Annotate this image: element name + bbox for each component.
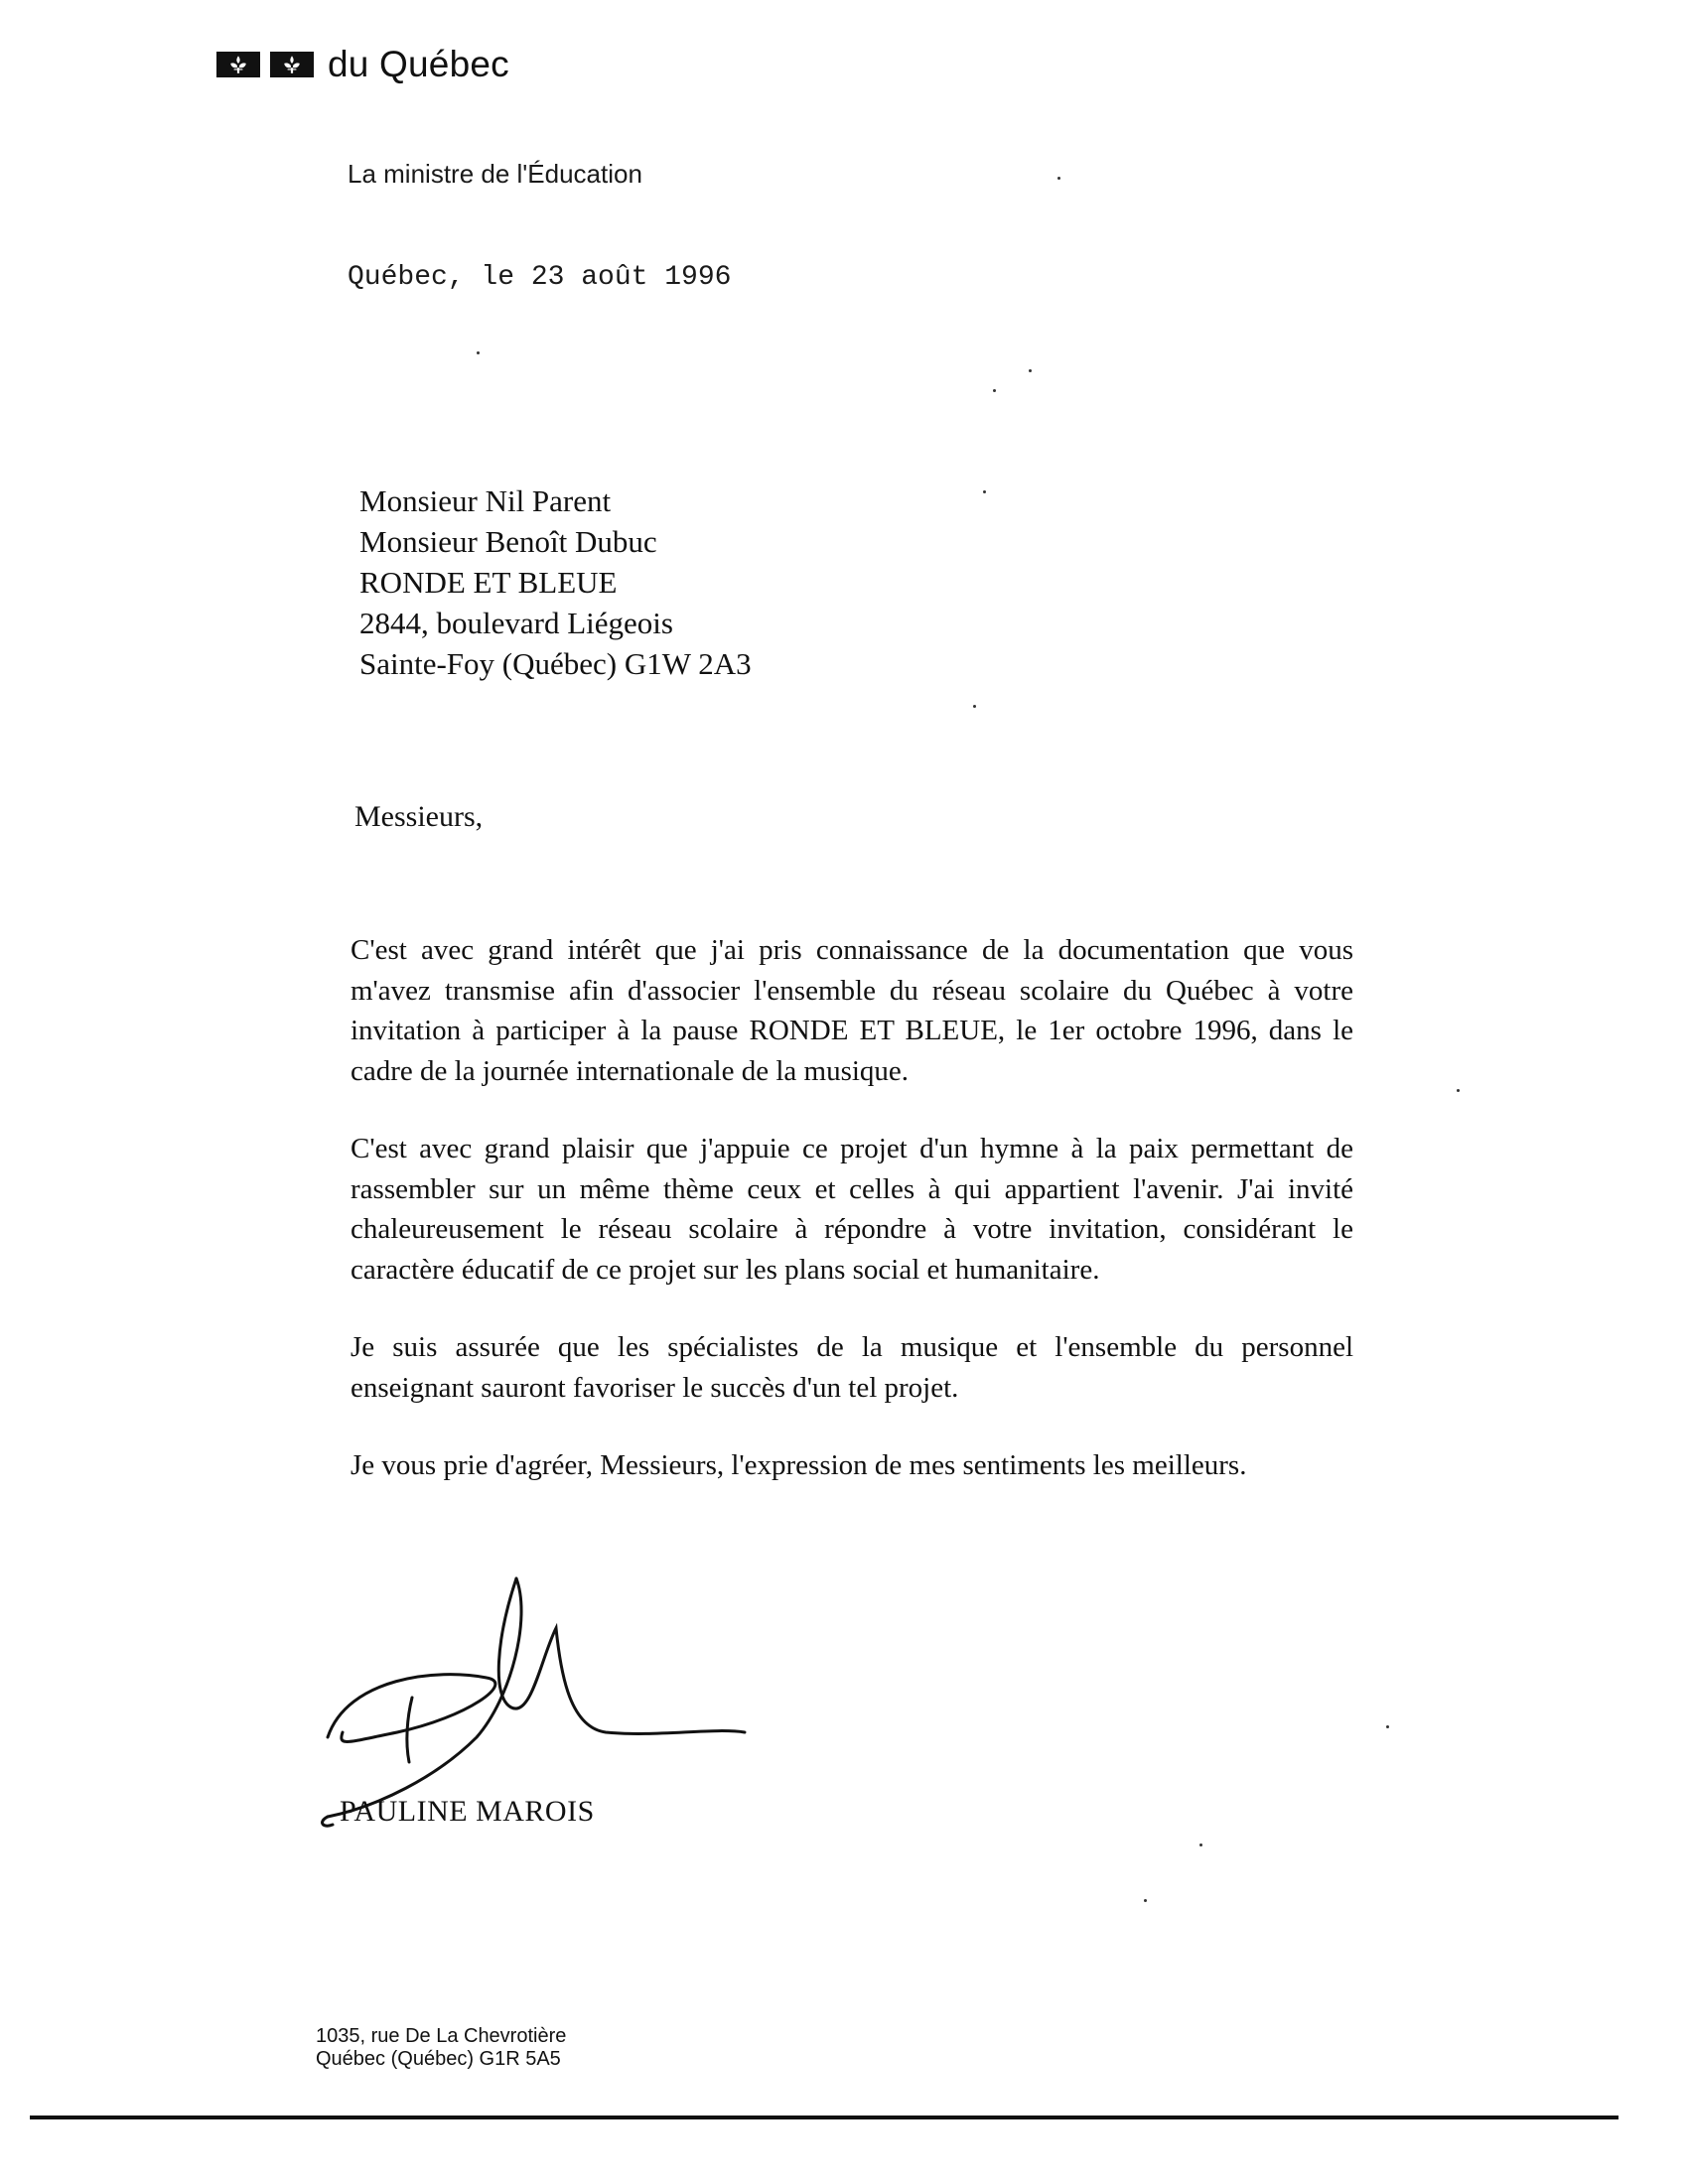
recipient-line: Sainte-Foy (Québec) G1W 2A3 <box>359 646 752 681</box>
recipient-line: Monsieur Nil Parent <box>359 483 612 518</box>
recipient-address <box>359 480 752 684</box>
letter-body <box>351 930 1353 1524</box>
scan-speck <box>1386 1725 1389 1728</box>
body-paragraph: Je suis assurée que les spécialistes de la musique et l'ensemble du personnel enseignant sauront favoriser le succès d'un tel projet. <box>351 1331 1353 1404</box>
letter-date: Québec, le 23 août 1996 <box>348 262 732 293</box>
scan-speck <box>1144 1899 1147 1902</box>
scan-speck <box>983 490 986 493</box>
body-paragraph: Je vous prie d'agréer, Messieurs, l'expression de mes sentiments les meilleurs. <box>351 1449 1247 1481</box>
government-name: du Québec <box>328 44 509 84</box>
footer-divider <box>30 2116 1618 2119</box>
footer-line: 1035, rue De La Chevrotière <box>316 2025 567 2047</box>
signer-name: PAULINE MAROIS <box>340 1795 595 1828</box>
scan-speck <box>973 705 976 708</box>
fleur-de-lis-flag-icon <box>216 52 260 77</box>
scan-speck <box>1457 1089 1460 1092</box>
fleur-de-lis-flag-icon <box>270 52 314 77</box>
scan-speck <box>1029 369 1032 372</box>
salutation: Messieurs, <box>354 800 484 833</box>
scan-speck <box>477 351 480 354</box>
recipient-line: 2844, boulevard Liégeois <box>359 606 673 640</box>
recipient-line: Monsieur Benoît Dubuc <box>359 524 657 559</box>
letterhead <box>216 44 509 85</box>
ministry-title: La ministre de l'Éducation <box>348 159 642 189</box>
footer-line: Québec (Québec) G1R 5A5 <box>316 2048 561 2070</box>
footer-address <box>316 2025 566 2071</box>
body-paragraph: C'est avec grand intérêt que j'ai pris connaissance de la documentation que vous m'avez transmise afin d'associer l'ensemble du réseau scolaire du Québec à votre invitation à participer à la pause RONDE ET BLEUE, le 1er octobre 1996, dans le cadre de la journée internationale de la musique. <box>351 934 1353 1087</box>
body-paragraph: C'est avec grand plaisir que j'appuie ce projet d'un hymne à la paix permettant de rassembler sur un même thème ceux et celles à qui appartient l'avenir. J'ai invité chaleureusement le réseau scolaire à répondre à votre invitation, considérant le caractère éducatif de ce projet sur les plans social et humanitaire. <box>351 1133 1353 1286</box>
scan-speck <box>993 389 996 392</box>
scan-speck <box>1199 1843 1202 1846</box>
recipient-line: RONDE ET BLEUE <box>359 565 618 600</box>
scan-speck <box>1057 177 1060 180</box>
